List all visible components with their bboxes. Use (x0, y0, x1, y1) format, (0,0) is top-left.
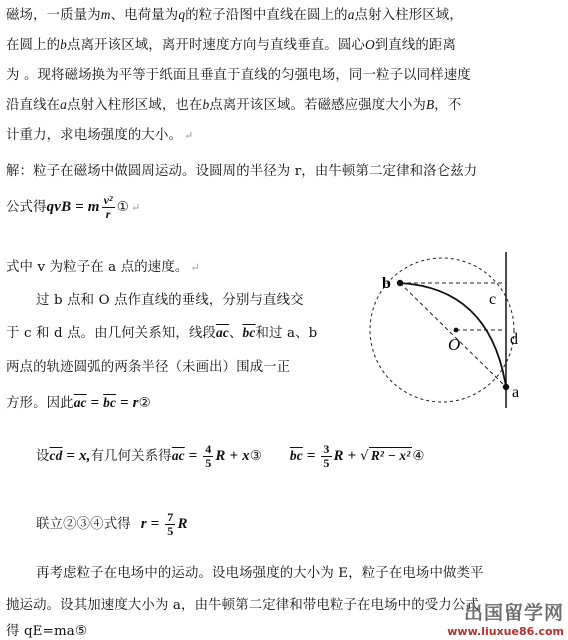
solution-line-3: 式中 v 为粒子在 a 点的速度。 ↵ (6, 260, 200, 275)
watermark (447, 598, 564, 638)
equation-2: 方形。因此$\overline{ac} = \overline{bc}$ = r② (6, 395, 151, 411)
return-mark: ↵ (184, 129, 194, 142)
watermark-url: www.liuxue86.com (447, 625, 564, 638)
equation-result: 联立②③④式得 r = $\frac{7}{5}$ R (36, 510, 188, 538)
equation-3-4: 设$\overline{cd} = x$,有几何关系得$\overline{ac}$ = $\frac{4}{5}$ R + x③ $\overline{bc}$ = $\frac{3}{5}$ R + √ R² − x² ④ (36, 442, 425, 470)
solution-line-4: 过 b 点和 O 点作直线的垂线，分别与直线交 (36, 293, 304, 308)
solution-line-6: 两点的轨迹圆弧的两条半径（未画出）围成一正 (6, 360, 291, 375)
problem-line-1: 磁场，一质量为m、电荷量为q的粒子沿图中直线在圆上的a点射入柱形区域， (6, 7, 463, 23)
label-O: O (448, 335, 461, 354)
equation-1: 公式得qvB = m $\frac{\text{v²}}{r}$ ① ↵ (6, 193, 141, 221)
equation-5: 得 qE=ma⑤ (6, 624, 88, 639)
solution-line-1: 解：粒子在磁场中做圆周运动。设圆周的半径为 r，由牛顿第二定律和洛仑兹力 (6, 164, 478, 179)
label-c: c (489, 291, 497, 308)
label-d: d (510, 331, 518, 348)
geometry-figure (362, 248, 520, 418)
problem-line-2: 在圆上的b点离开该区域，离开时速度方向与直线垂直。圆心O到直线的距离 (6, 37, 457, 53)
watermark-text: 出国留学网 (463, 602, 564, 624)
point-b (397, 280, 403, 286)
problem-line-4: 沿直线在a点射入柱形区域，也在b点离开该区域。若磁感应强度大小为B，不 (6, 97, 462, 113)
problem-line-5: 计重力，求电场强度的大小。 ↵ (6, 128, 194, 143)
label-b: b (382, 275, 391, 292)
label-a: a (512, 384, 520, 401)
point-a (503, 384, 509, 390)
solution-line-5: 于 c 和 d 点。由几何关系知，线段$\overline{ac}$、$\overline{bc}$和过 a、b (6, 325, 318, 341)
point-O (454, 328, 459, 333)
solution-line-10: 再考虑粒子在电场中的运动。设电场强度的大小为 E，粒子在电场中做类平 (36, 566, 484, 581)
problem-line-3: 为 。现将磁场换为平等于纸面且垂直于直线的匀强电场，同一粒子以同样速度 (6, 68, 471, 83)
solution-line-11: 抛运动。设其加速度大小为 a，由牛顿第二定律和带电粒子在电场中的受力公式 (6, 598, 479, 613)
